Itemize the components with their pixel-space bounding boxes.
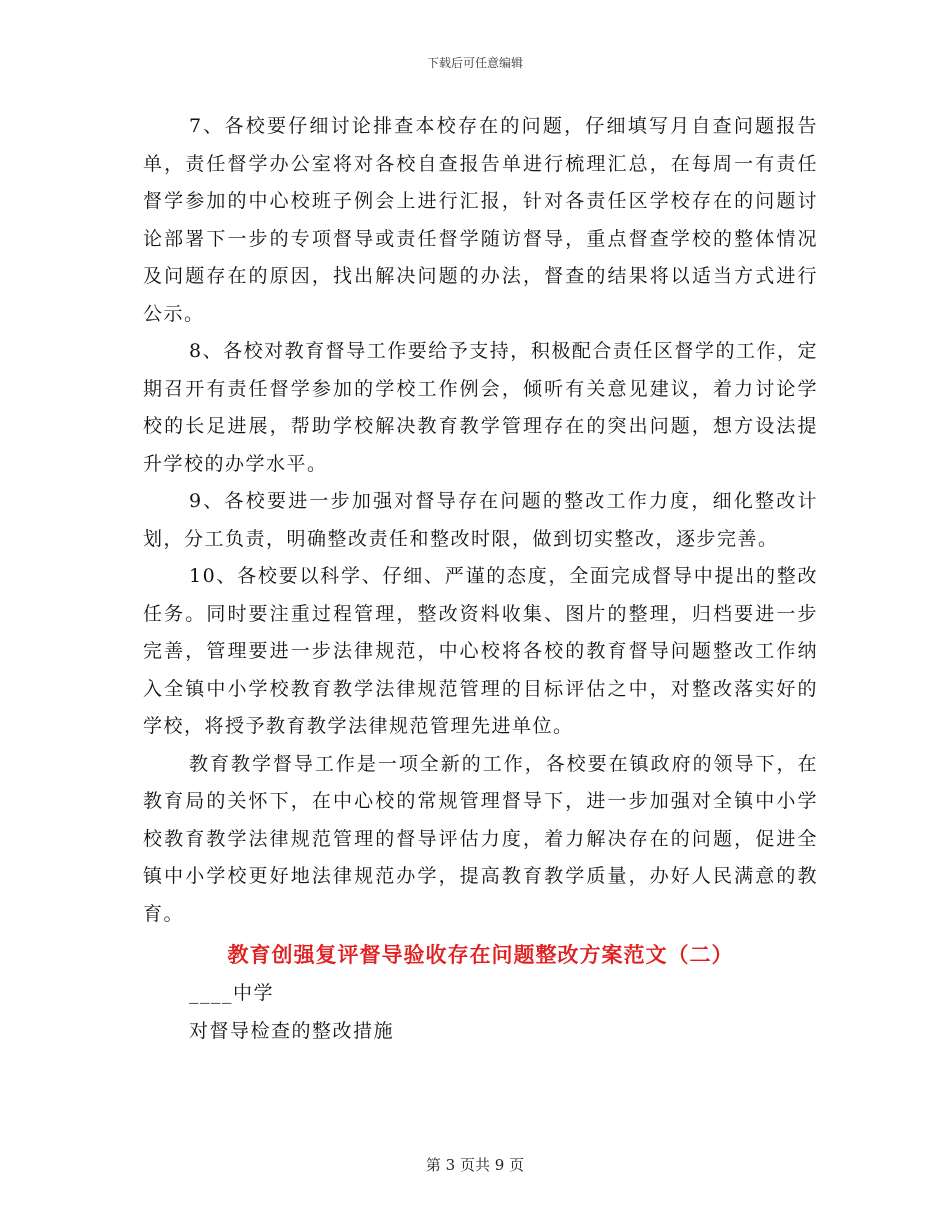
section-title: 教育创强复评督导验收存在问题整改方案范文（二） xyxy=(227,942,734,967)
page-footer: 第 3 页共 9 页 xyxy=(425,1156,525,1174)
paragraph-10: 10、各校要以科学、仔细、严谨的态度，全面完成督导中提出的整改任务。同时要注重过程管理，整改资料收集、图片的整理，归档要进一步完善，管理要进一步法律规范，中心校将各校的教育督导问题整改工作纳入全镇中小学校教育教学法律规范管理的目标评估之中，对整改落实好的学校，将授予教育教学法律规范管理先进单位。 xyxy=(143,565,818,737)
page-header: 下载后可任意编辑 xyxy=(426,56,523,70)
paragraph-9: 9、各校要进一步加强对督导存在问题的整改工作力度，细化整改计划，分工负责，明确整改责任和整改时限，做到切实整改，逐步完善。 xyxy=(143,490,818,550)
paragraph-conclusion: 教育教学督导工作是一项全新的工作，各校要在镇政府的领导下，在教育局的关怀下，在中心校的常规管理督导下，进一步加强对全镇中小学校教育教学法律规范管理的督导评估力度，着力解决存在的问题，促进全镇中小学校更好地法律规范办学，提高教育教学质量，办好人民满意的教育。 xyxy=(143,752,818,925)
paragraph-8: 8、各校对教育督导工作要给予支持，积极配合责任区督学的工作，定期召开有责任督学参加的学校工作例会，倾听有关意见建议，着力讨论学校的长足进展，帮助学校解决教育教学管理存在的突出问题，想方设法提升学校的办学水平。 xyxy=(143,340,818,475)
paragraph-7: 7、各校要仔细讨论排查本校存在的问题，仔细填写月自查问题报告单，责任督学办公室将对各校自查报告单进行梳理汇总，在每周一有责任督学参加的中心校班子例会上进行汇报，针对各责任区学校存在的问题讨论部署下一步的专项督导或责任督学随访督导，重点督查学校的整体情况及问题存在的原因，找出解决问题的办法，督查的结果将以适当方式进行公示。 xyxy=(143,115,818,325)
school-name-line: ____中学 xyxy=(189,982,275,1004)
document-body xyxy=(143,108,818,1050)
measures-subtitle: 对督导检查的整改措施 xyxy=(189,1019,395,1042)
